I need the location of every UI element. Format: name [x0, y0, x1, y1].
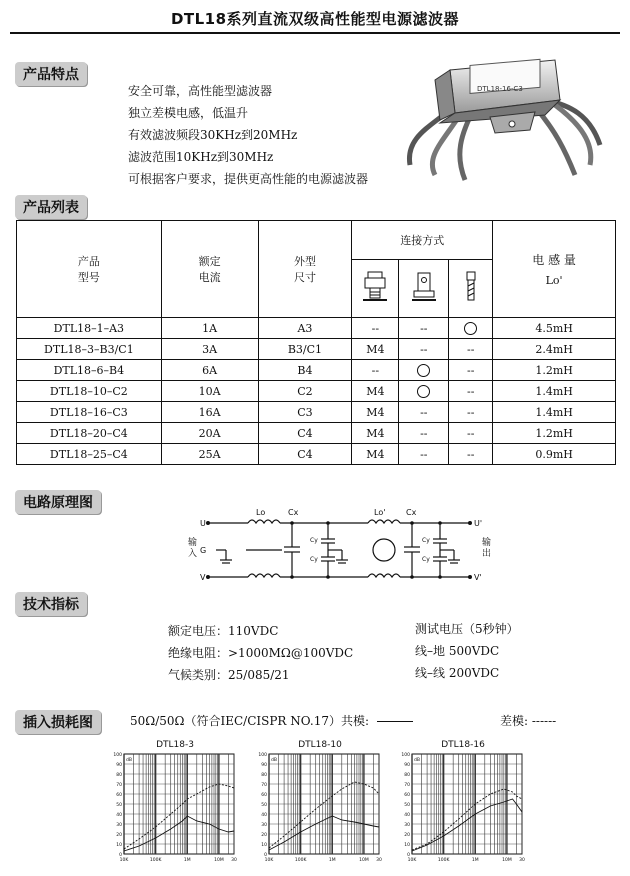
section-circuit: 电路原理图: [15, 490, 101, 514]
y-tick-label: 90: [404, 763, 410, 768]
chart-3: [398, 740, 528, 876]
y-tick-label: 70: [261, 783, 267, 788]
circuit-Lo2: Lo': [374, 508, 386, 517]
table-cell-shape: A3: [258, 318, 352, 339]
table-cell-current: 16A: [161, 402, 258, 423]
spec-item: 额定电压：110VDC: [168, 624, 279, 638]
table-row: [17, 423, 616, 444]
y-tick-label: 10: [261, 843, 267, 848]
spec-item: 线–地 500VDC: [415, 644, 500, 658]
table-cell-c1: M4: [352, 423, 399, 444]
y-unit-label: dB: [271, 758, 277, 763]
table-cell-ind: 0.9mH: [493, 444, 616, 465]
table-cell-c3: --: [449, 444, 493, 465]
y-tick-label: 20: [404, 833, 410, 838]
y-tick-label: 0: [407, 853, 410, 858]
x-tick-label: 10M: [359, 858, 369, 863]
y-tick-label: 20: [116, 833, 122, 838]
circuit-Lo: Lo: [256, 508, 266, 517]
table-row: [17, 318, 616, 339]
product-label: DTL18-16-C3: [477, 85, 523, 93]
y-tick-label: 40: [261, 813, 267, 818]
table-cell-c3: --: [449, 381, 493, 402]
circuit-Cx2: Cx: [406, 508, 417, 517]
insertion-desc-text: 50Ω/50Ω（符合IEC/CISPR NO.17）共模:: [130, 714, 370, 728]
title-rule: [10, 32, 620, 34]
x-tick-label: 100K: [294, 858, 307, 863]
product-photo: [395, 45, 610, 195]
header-current: 额定 电流: [161, 221, 258, 318]
feature-item: 安全可靠，高性能型滤波器: [128, 84, 273, 98]
header-shape: 外型 尺寸: [258, 221, 352, 318]
y-tick-label: 100: [113, 753, 122, 758]
insertion-diff: 差模: ------: [500, 714, 557, 728]
table-row: [17, 360, 616, 381]
circuit-U-out: U': [474, 519, 483, 528]
y-tick-label: 40: [404, 813, 410, 818]
y-tick-label: 30: [404, 823, 410, 828]
table-cell-model: DTL18–16–C3: [17, 402, 162, 423]
circuit-G: G: [200, 546, 207, 555]
x-tick-label: 100K: [437, 858, 450, 863]
table-cell-model: DTL18–3–B3/C1: [17, 339, 162, 360]
y-tick-label: 20: [261, 833, 267, 838]
y-tick-label: 80: [261, 773, 267, 778]
table-cell-model: DTL18–25–C4: [17, 444, 162, 465]
spec-item: 气候类别：25/085/21: [168, 668, 290, 682]
circuit-Cy: Cy: [422, 537, 430, 544]
chart-svg: [255, 750, 385, 872]
table-cell-c2: --: [399, 339, 449, 360]
table-cell-c2: --: [399, 444, 449, 465]
circuit-Cy: Cy: [422, 556, 430, 563]
table-cell-model: DTL18–6–B4: [17, 360, 162, 381]
y-tick-label: 100: [258, 753, 267, 758]
table-cell-c1: M4: [352, 381, 399, 402]
table-cell-current: 20A: [161, 423, 258, 444]
y-tick-label: 80: [116, 773, 122, 778]
chart-2: [255, 740, 385, 876]
y-tick-label: 0: [119, 853, 122, 858]
y-tick-label: 50: [261, 803, 267, 808]
table-cell-c1: --: [352, 360, 399, 381]
y-tick-label: 10: [404, 843, 410, 848]
table-cell-c3: [449, 318, 493, 339]
table-cell-current: 10A: [161, 381, 258, 402]
table-cell-shape: C4: [258, 444, 352, 465]
x-tick-label: 10K: [264, 858, 274, 863]
y-tick-label: 0: [264, 853, 267, 858]
y-tick-label: 30: [116, 823, 122, 828]
circuit-U: U: [200, 519, 206, 528]
header-inductance-symbol: Lo': [545, 274, 563, 287]
feature-item: 独立差模电感，低温升: [128, 106, 249, 120]
screw-terminal-icon: [352, 260, 399, 318]
y-tick-label: 30: [261, 823, 267, 828]
circuit-V-out: V': [474, 573, 482, 582]
x-tick-label: 10M: [502, 858, 512, 863]
table-cell-model: DTL18–10–C2: [17, 381, 162, 402]
table-cell-c2: --: [399, 402, 449, 423]
table-cell-c3: --: [449, 360, 493, 381]
spec-item: 线–线 200VDC: [415, 666, 500, 680]
x-tick-label: 10K: [407, 858, 417, 863]
x-tick-label: 10K: [119, 858, 129, 863]
feature-item: 有效滤波频段30KHz到20MHz: [128, 128, 298, 142]
y-tick-label: 70: [404, 783, 410, 788]
chart-svg: [110, 750, 240, 872]
table-row: [17, 444, 616, 465]
chart-title: DTL18-10: [298, 740, 342, 750]
y-tick-label: 50: [116, 803, 122, 808]
table-cell-c2: --: [399, 423, 449, 444]
table-cell-ind: 2.4mH: [493, 339, 616, 360]
section-list: 产品列表: [15, 195, 87, 219]
x-tick-label: 30: [376, 858, 382, 863]
table-cell-c1: --: [352, 318, 399, 339]
table-cell-c3: --: [449, 339, 493, 360]
page-title: DTL18系列直流双级高性能型电源滤波器: [170, 10, 460, 28]
y-tick-label: 60: [261, 793, 267, 798]
features-list: [128, 80, 368, 190]
table-cell-shape: C4: [258, 423, 352, 444]
y-unit-label: dB: [414, 758, 420, 763]
table-cell-current: 3A: [161, 339, 258, 360]
chart-title: DTL18-16: [441, 740, 485, 750]
y-tick-label: 80: [404, 773, 410, 778]
table-cell-shape: B3/C1: [258, 339, 352, 360]
table-cell-c1: M4: [352, 339, 399, 360]
specs-left: [168, 620, 353, 686]
table-cell-current: 1A: [161, 318, 258, 339]
y-unit-label: dB: [126, 758, 132, 763]
table-cell-c3: --: [449, 423, 493, 444]
table-cell-model: DTL18–20–C4: [17, 423, 162, 444]
y-tick-label: 10: [116, 843, 122, 848]
spec-item: 测试电压（5秒钟）: [415, 622, 519, 636]
chart-1: [110, 740, 240, 876]
y-tick-label: 90: [261, 763, 267, 768]
y-tick-label: 40: [116, 813, 122, 818]
table-cell-c1: M4: [352, 402, 399, 423]
y-tick-label: 90: [116, 763, 122, 768]
feature-item: 滤波范围10KHz到30MHz: [128, 150, 274, 164]
table-cell-shape: B4: [258, 360, 352, 381]
table-cell-c2: [399, 360, 449, 381]
table-cell-ind: 1.4mH: [493, 381, 616, 402]
y-tick-label: 60: [116, 793, 122, 798]
common-mode-legend-line: [377, 721, 413, 722]
x-tick-label: 1M: [471, 858, 479, 863]
feature-item: 可根据客户要求，提供更高性能的电源滤波器: [128, 172, 369, 186]
table-cell-c1: M4: [352, 444, 399, 465]
insertion-desc: [130, 712, 413, 729]
section-features: 产品特点: [15, 62, 87, 86]
available-mark-icon: [464, 322, 477, 335]
header-connection: 连接方式: [352, 221, 493, 260]
table-cell-shape: C3: [258, 402, 352, 423]
x-tick-label: 30: [519, 858, 525, 863]
available-mark-icon: [417, 364, 430, 377]
x-tick-label: 1M: [328, 858, 336, 863]
table-cell-ind: 1.4mH: [493, 402, 616, 423]
table-cell-c2: [399, 381, 449, 402]
circuit-Cy: Cy: [310, 537, 318, 544]
circuit-input-label: 输 入: [188, 538, 198, 559]
table-cell-ind: 1.2mH: [493, 360, 616, 381]
available-mark-icon: [417, 385, 430, 398]
table-cell-current: 6A: [161, 360, 258, 381]
header-inductance: [493, 221, 616, 318]
x-tick-label: 100K: [149, 858, 162, 863]
section-insertion: 插入损耗图: [15, 710, 101, 734]
x-tick-label: 30: [231, 858, 237, 863]
circuit-Cy: Cy: [310, 556, 318, 563]
circuit-diagram: [160, 505, 500, 590]
chart-title: DTL18-3: [156, 740, 194, 750]
table-cell-current: 25A: [161, 444, 258, 465]
tab-terminal-icon: [399, 260, 449, 318]
table-row: [17, 402, 616, 423]
y-tick-label: 60: [404, 793, 410, 798]
specs-right: [415, 618, 519, 684]
wire-lead-icon: [449, 260, 493, 318]
header-inductance-label: 电 感 量: [532, 253, 576, 267]
spec-item: 绝缘电阻：>1000MΩ@100VDC: [168, 646, 354, 660]
x-tick-label: 1M: [183, 858, 191, 863]
y-tick-label: 100: [401, 753, 410, 758]
circuit-Cx1: Cx: [288, 508, 299, 517]
circuit-V: V: [200, 573, 206, 582]
y-tick-label: 70: [116, 783, 122, 788]
table-cell-c2: --: [399, 318, 449, 339]
section-specs: 技术指标: [15, 592, 87, 616]
y-tick-label: 50: [404, 803, 410, 808]
chart-svg: [398, 750, 528, 872]
table-cell-ind: 4.5mH: [493, 318, 616, 339]
table-cell-shape: C2: [258, 381, 352, 402]
product-table: [16, 220, 616, 465]
table-cell-ind: 1.2mH: [493, 423, 616, 444]
table-cell-c3: --: [449, 402, 493, 423]
table-row: [17, 339, 616, 360]
circuit-output-label: 输 出: [482, 538, 492, 559]
table-row: [17, 381, 616, 402]
table-cell-model: DTL18–1–A3: [17, 318, 162, 339]
x-tick-label: 10M: [214, 858, 224, 863]
header-model: 产品 型号: [17, 221, 162, 318]
